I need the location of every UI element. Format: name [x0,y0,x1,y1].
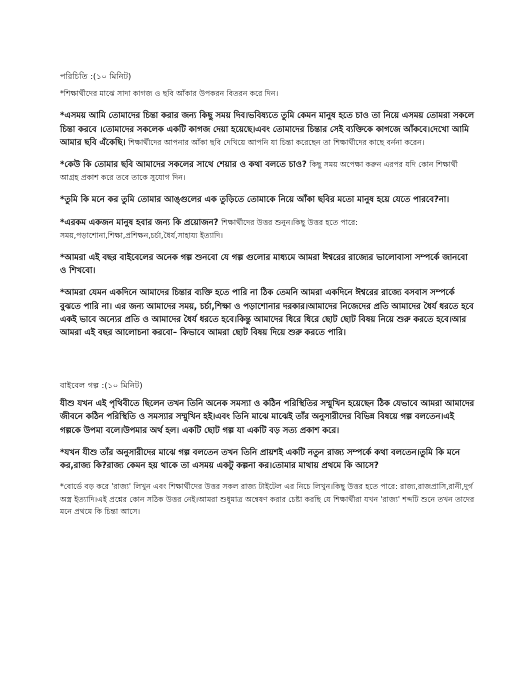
paragraph-bible-stories: *আমরা এই বছর বাইবেলের অনেক গল্প শুনবো যে গল্প গুলোর মাধ্যমে আমরা ঈশ্বরের রাজ্যের ভালোবাসা সম্পর্কে জানবো ও শিখবো। [60,252,468,276]
paragraph-kingdom-question: *যখন যীশু তাঁর অনুসারীদের মাঝে গল্প বলতেন তখন তিনি প্রায়শই একটি নতুন রাজ্য সম্পর্কে কথা বলতেন।তুমি কি মনে কর,রাজ্য কি?রাজ্য কেমন হয় থাকে তা এসময় একটু কল্পনা কর।তোমার মাথায় প্রথমে কি আসে? [60,446,460,471]
what-needed-note: শিক্ষার্থীদের উত্তর শুনুন।কিছু উত্তর হতে পারে: সময়,পড়াশোনা,শিক্ষা,প্রশিক্ষন,চর্চা,ধৈর্য,সাহায্য ইত্যাদি। [60,217,358,240]
paragraph-one-day: *আমরা যেমন একদিনে আমাদের চিন্তার ব্যক্তি হতে পারি না ঠিক তেমনি আমরা একদিনে ঈশ্বরের রাজ্যে বসবাস সম্পর্কে বুঝতে পারি না। এর জন্য আমাদের সময়, চর্চা,শিক্ষা ও পড়াশোনার দরকার।আমাদের নিজেদের প্রতি আমাদের ধৈর্য ধরতে হবে একই ভাবে অন্যের প্রতি ও আমাদের ধৈর্য ধরতে হবে।কিন্তু আমাদের ধিরে ধিরে ছোট ছোট বিষয় নিয়ে শুরু করতে হবে।আর আমরা এই বছর আলোচনা করবো– কিভাবে আমরা ছোট বিষয় দিয়ে শুরু করতে পারি। [60,287,474,338]
dream-person-note: শিক্ষার্থীদের আপনার আঁকা ছবি দেখিয়ে আপনি যা চিন্তা করেছেন তা শিক্ষার্থীদের কাছে বর্ননা করেন। [128,137,425,147]
paragraph-share-picture [60,158,475,184]
paragraph-finger-snap: *তুমি কি মনে কর তুমি তোমার আঙ্গুলের এক তুড়িতে তোমাকে নিয়ে আঁকা ছবির মতো মানুষ হয়ে যেতে পারবে?না। [60,194,450,205]
section-heading-introduction: পরিচিতি :(১০ মিনিট) [60,71,132,81]
share-picture-question: *কেউ কি তোমার ছবি আমাদের সকলের সাথে শেয়ার ও কথা বলতে চাও? [60,159,307,170]
what-needed-question: *এরকম একজন মানুষ হবার জন্য কি প্রয়োজন? [60,216,219,227]
paragraph-what-needed [60,216,475,242]
share-picture-note: কিছু সময় অপেক্ষা করুন এরপর যদি কোন শিক্ষার্থী আগ্রহ প্রকাশ করে তবে তাকে সুযোগ দিন। [60,160,458,183]
paragraph-jesus-parables: যীশু যখন এই পৃথিবীতে ছিলেন তখন তিনি অনেক সমস্যা ও কঠিন পরিস্থিতির সম্মুখিন হয়েছেন ঠিক যেভাবে আমরা আমাদের জীবনে কঠিন পরিস্থিতি ও সমস্যার সম্মুখিন হই।এবং তিনি মাঝে মাঝেই তাঁর অনুসারীদের বিভিন্ন বিষয়ে গল্প বলতেন।এই গল্পকে উপমা বলে।উপমার অর্থ হল। একটি ছোট গল্প যা একটি বড় সত্য প্রকাশ করে। [60,398,475,435]
paragraph-dream-person [60,109,475,149]
instruction-paragraph: *শিক্ষার্থীদের মাঝে সাদা কাগজ ও ছবি আঁকার উপকরন বিতরন করে দিন। [60,89,279,98]
dream-person-text: *এসময় আমি তোমাদের চিন্তা করার জন্য কিছু সময় দিব।ভবিষ্যতে তুমি কেমন মানুষ হতে চাও তা নিয়ে এসময় তোমরা সকলে চিন্তা করবে ।তোমাদের সকলেক একটি কাগজ দেয়া হয়েছে।এবং তোমাদের চিন্তার সেই ব্যক্তিকে কাগজে আঁকবে।দেখো আমি আমার ছবি এঁকেছি। [60,110,474,147]
document-content [60,70,475,518]
section-heading-bible-story: বাইবেল গল্প :(১০ মিনিট) [60,380,143,391]
paragraph-board-instruction: *বোর্ডে বড় করে 'রাজ্য' লিখুন এবং শিক্ষার্থীদের উত্তর সকল রাজ্য টাইটেল এর নিচে লিখুন।কিছু উত্তর হতে পারে: রাজ্য,রাজপ্রাসি,রানী,দুর্গ অস্ত্র ইত্যাদি।এই প্রশ্নের কোন সঠিক উত্তর নেই।আমরা শুধুমাত্র অন্বেষণ করার চেষ্টা করছি যে শিক্ষার্থীরা যখন 'রাজ্য' শব্দটি শুনে তখন তাদের মনে প্রথমে কি চিন্তা আসে। [60,482,475,517]
